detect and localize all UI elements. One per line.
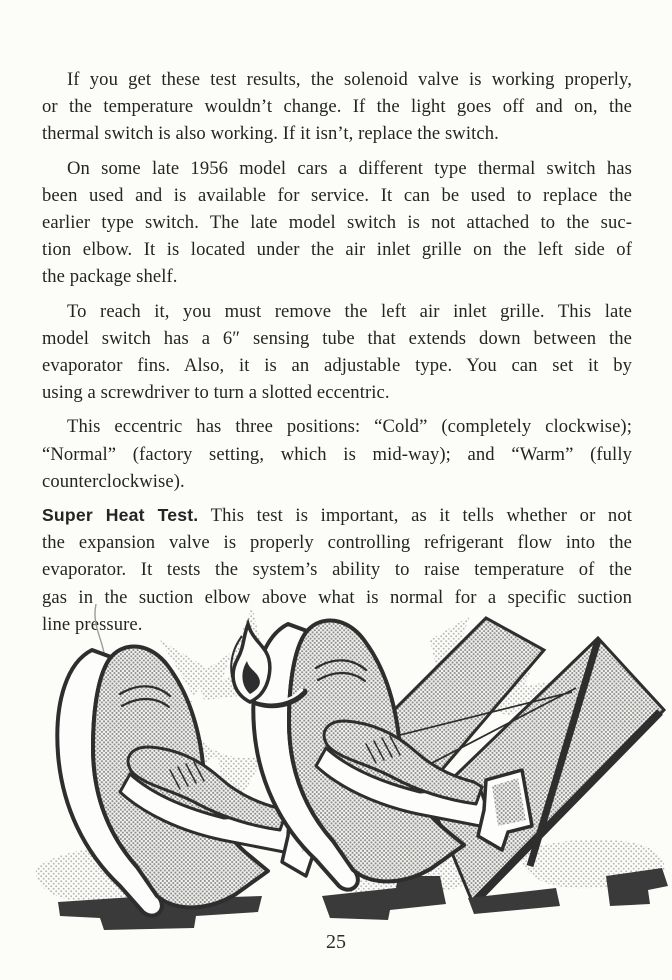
text-line [42, 502, 632, 529]
text-line: tion elbow. It is located under the air inlet grille on the left side of [42, 239, 632, 261]
text-line: On some late 1956 model cars a different type thermal switch has [67, 157, 632, 179]
flame-icon [231, 624, 270, 702]
text-line: line pressure. [42, 613, 143, 635]
paragraph [42, 413, 632, 495]
paragraph [42, 298, 632, 407]
paragraph [42, 66, 632, 148]
text-line: This eccentric has three positions: “Cold” (completely clockwise); [67, 416, 632, 438]
text-line: gas in the suction elbow above what is normal for a specific suction [42, 586, 632, 608]
text-line: the package shelf. [42, 266, 178, 288]
text-line: To reach it, you must remove the left air inlet grille. This late [67, 300, 632, 322]
heel-click-illustration-svg [0, 593, 672, 941]
text-line: earlier type switch. The late model switch is not attached to the suc- [42, 212, 632, 234]
text-line: thermal switch is also working. If it isn’t, replace the switch. [42, 123, 499, 145]
page-number: 25 [326, 931, 346, 953]
text-line: or the temperature wouldn’t change. If the light goes off and on, the [42, 96, 632, 118]
text-line: been used and is available for service. It can be used to replace the [42, 184, 632, 206]
text-line: If you get these test results, the solenoid valve is working properly, [67, 69, 632, 90]
paragraph [42, 155, 632, 291]
section-lead-label: Super Heat Test. [42, 505, 199, 526]
text-line: evaporator fins. Also, it is an adjustable type. You can set it by [42, 355, 632, 377]
text-line: evaporator. It tests the system’s ability to raise temperature of the [42, 559, 632, 581]
text-line: counterclockwise). [42, 470, 185, 492]
heel-click-illustration [0, 593, 672, 941]
text-line: model switch has a 6″ sensing tube that extends down between the [42, 327, 632, 349]
text-run: This test is important, as it tells whether or not [198, 505, 632, 527]
text-line: the expansion valve is properly controlling refrigerant flow into the [42, 532, 632, 554]
article-text [42, 66, 632, 645]
text-line: using a screwdriver to turn a slotted eccentric. [42, 382, 390, 404]
text-line: “Normal” (factory setting, which is mid-way); and “Warm” (fully [42, 443, 632, 465]
